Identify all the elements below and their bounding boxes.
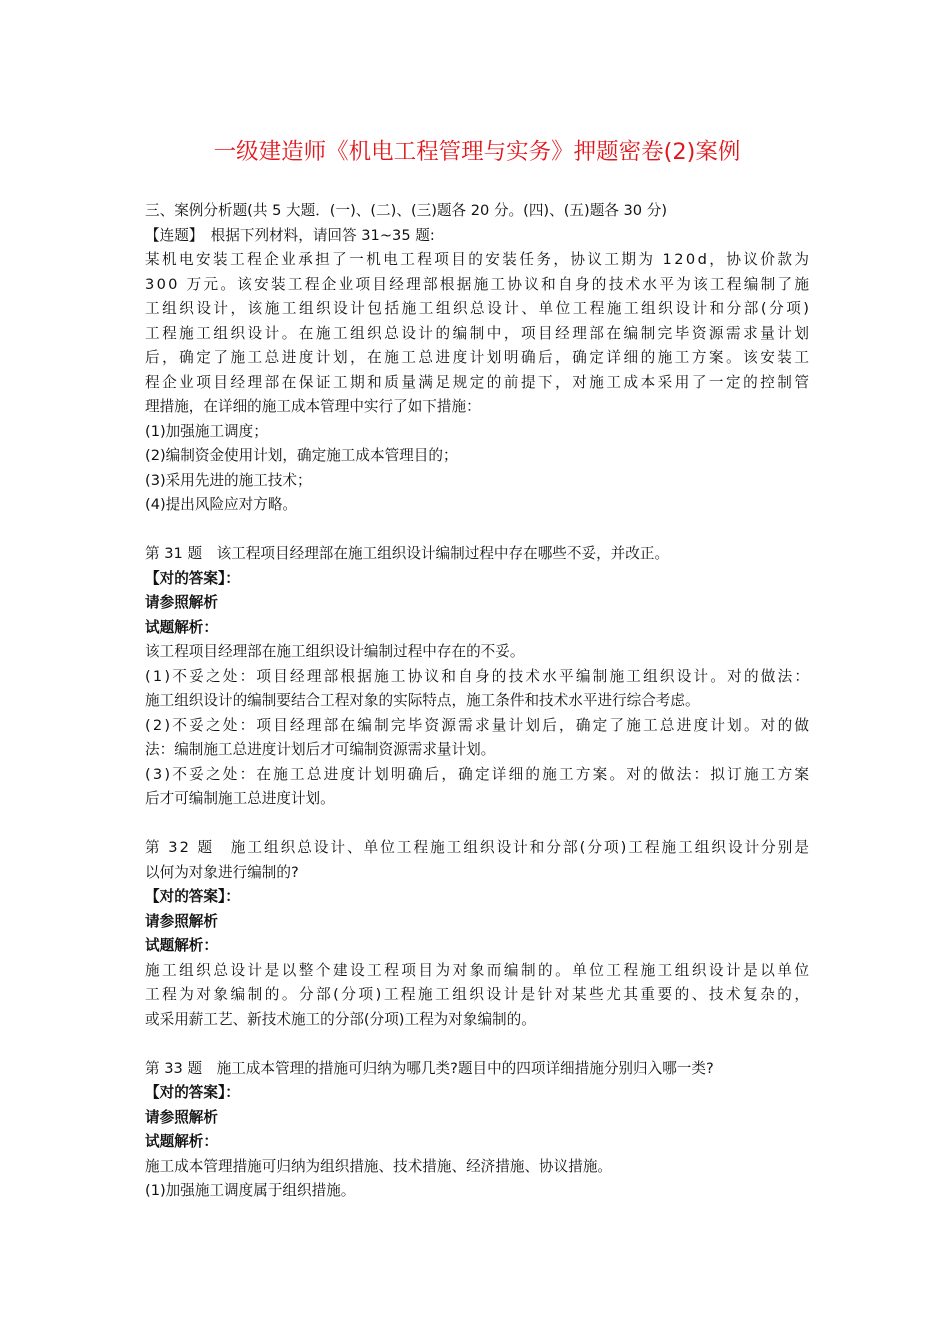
analysis-line: 施工组织设计的编制要结合工程对象的实际特点，施工条件和技术水平进行综合考虑。 bbox=[145, 692, 700, 709]
material-line: 后，确定了施工总进度计划，在施工总进度计划明确后，确定详细的施工方案。该安装工 bbox=[145, 349, 812, 366]
analysis-line: (2)不妥之处：项目经理部在编制完毕资源需求量计划后，确定了施工总进度计划。对的做 bbox=[145, 716, 812, 734]
answer-text: 请参照解析 bbox=[145, 912, 218, 930]
measure-item: (3)采用先进的施工技术； bbox=[145, 471, 312, 489]
material-line: 300 万元。该安装工程企业项目经理部根据施工协议和自身的技术水平为该工程编制了施 bbox=[145, 275, 812, 293]
analysis-label: 试题解析： bbox=[145, 1133, 218, 1150]
analysis-label: 试题解析： bbox=[145, 618, 218, 636]
analysis-line: 施工组织总设计是以整个建设工程项目为对象而编制的。单位工程施工组织设计是以单位 bbox=[145, 961, 812, 979]
spacer bbox=[145, 1032, 809, 1057]
question-31: 第 31 题 该工程项目经理部在施工组织设计编制过程中存在哪些不妥，并改正。 bbox=[145, 545, 670, 562]
question-33: 第 33 题 施工成本管理的措施可归纳为哪几类?题目中的四项详细措施分别归入哪一类? bbox=[145, 1059, 714, 1077]
answer-text: 请参照解析 bbox=[145, 594, 218, 611]
material-line: 程企业项目经理部在保证工期和质量满足规定的前提下，对施工成本采用了一定的控制管 bbox=[145, 373, 812, 391]
spacer bbox=[145, 812, 809, 837]
answer-label: 【对的答案】： bbox=[145, 569, 240, 587]
measure-item: (2)编制资金使用计划，确定施工成本管理目的； bbox=[145, 447, 458, 464]
question-32-cont: 以何为对象进行编制的? bbox=[145, 863, 299, 881]
material-line: 工程施工组织设计。在施工组织总设计的编制中，项目经理部在编制完毕资源需求量计划 bbox=[145, 324, 812, 342]
analysis-label: 试题解析： bbox=[145, 937, 218, 954]
measure-item: (4)提出风险应对方略。 bbox=[145, 496, 298, 513]
analysis-line: (1)加强施工调度属于组织措施。 bbox=[145, 1182, 356, 1199]
answer-label: 【对的答案】： bbox=[145, 1084, 240, 1101]
section-header: 三、案例分析题(共 5 大题．(一)、(二)、(三)题各 20 分。(四)、(五)题各 30 分) bbox=[145, 202, 668, 219]
document-body bbox=[145, 199, 812, 1204]
spacer bbox=[145, 518, 809, 543]
material-line: 工组织设计，该施工组织设计包括施工组织总设计、单位工程施工组织设计和分部(分项) bbox=[145, 300, 812, 317]
material-line: 理措施，在详细的施工成本管理中实行了如下措施： bbox=[145, 398, 481, 415]
analysis-line: 施工成本管理措施可归纳为组织措施、技术措施、经济措施、协议措施。 bbox=[145, 1157, 613, 1175]
analysis-line: (1)不妥之处：项目经理部根据施工协议和自身的技术水平编制施工组织设计。对的做法： bbox=[145, 667, 812, 685]
analysis-line: 该工程项目经理部在施工组织设计编制过程中存在的不妥。 bbox=[145, 643, 525, 660]
answer-label: 【对的答案】： bbox=[145, 888, 240, 905]
analysis-line: 法：编制施工总进度计划后才可编制资源需求量计划。 bbox=[145, 741, 496, 758]
analysis-line: (3)不妥之处：在施工总进度计划明确后，确定详细的施工方案。对的做法：拟订施工方案 bbox=[145, 765, 812, 783]
document-title: 一级建造师《机电工程管理与实务》押题密卷(2)案例 bbox=[213, 139, 741, 165]
answer-text: 请参照解析 bbox=[145, 1108, 218, 1126]
linked-question-prompt: 【连题】 根据下列材料，请回答 31~35 题: bbox=[145, 226, 435, 244]
analysis-line: 后才可编制施工总进度计划。 bbox=[145, 790, 335, 807]
analysis-line: 或采用薪工艺、新技术施工的分部(分项)工程为对象编制的。 bbox=[145, 1010, 536, 1028]
question-32: 第 32 题 施工组织总设计、单位工程施工组织设计和分部(分项)工程施工组织设计分别是 bbox=[145, 839, 812, 856]
material-line: 某机电安装工程企业承担了一机电工程项目的安装任务，协议工期为 120d，协议价款为 bbox=[145, 251, 812, 268]
analysis-line: 工程为对象编制的。分部(分项)工程施工组织设计是针对某些尤其重要的、技术复杂的， bbox=[145, 986, 812, 1003]
measure-item: (1)加强施工调度； bbox=[145, 422, 268, 440]
